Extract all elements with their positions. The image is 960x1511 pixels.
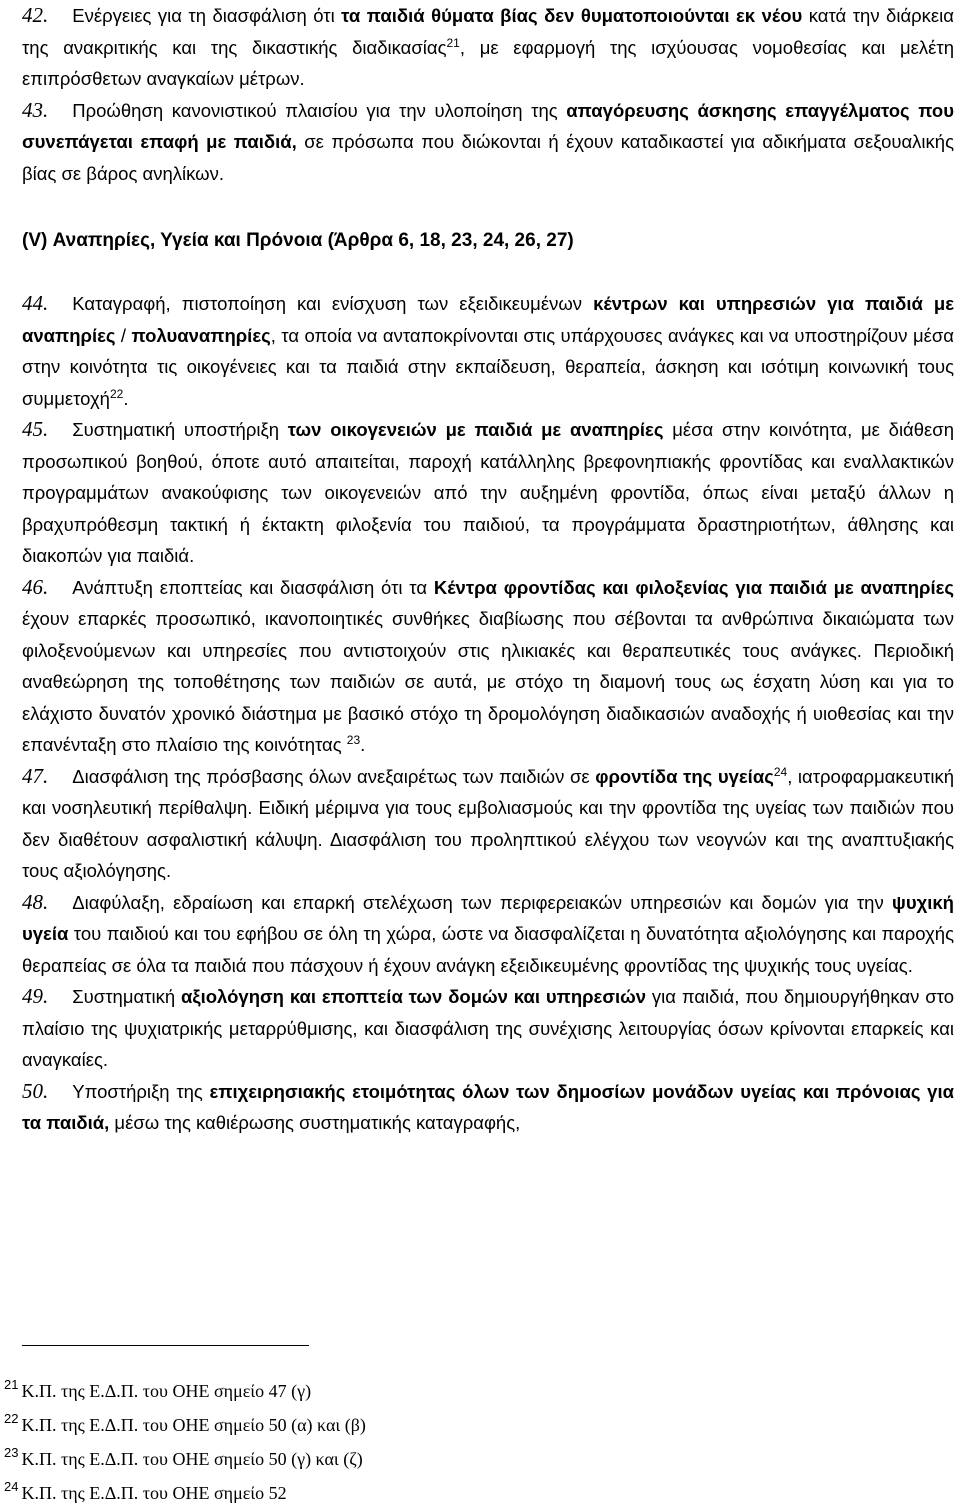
body-text: σε πρόσωπα που διώκονται ή έχουν καταδικαστεί για αδικήματα σεξουαλικής βίας σε βάρος ανηλίκων. bbox=[22, 131, 954, 184]
paragraph-number: 46. bbox=[22, 574, 49, 599]
body-text: , με εφαρμογή της ισχύουσας νομοθεσίας και μελέτη επιπρόσθετων αναγκαίων μέτρων. bbox=[22, 36, 954, 89]
emphasis-text: τα παιδιά θύματα βίας δεν θυματοποιούνται εκ νέου bbox=[341, 5, 803, 26]
emphasis-text: πολυαναπηρίες bbox=[131, 324, 271, 346]
body-text: έχουν επαρκές προσωπικό, ικανοποιητικές συνθήκες διαβίωσης που σέβονται τα ανθρώπινα δικαιώματα των φιλοξενούμενων και υπηρεσίες που αντιστοιχούν στις ηλικιακές και θεραπευτικές τους ανάγκες. Περιοδική αναθεώρηση της τοποθέτησης των παιδιών σε αυτά, με στόχο τη διαμονή τους ως έσχατη λύση και για το ελάχιστο δυνατόν χρονικό διάστημα με βασικό στόχο τη δρομολόγηση διαδικασιών αναδοχής ή υιοθεσίας και την επανένταξη στο πλαίσιο της κοινότητας bbox=[22, 608, 954, 755]
paragraph-45 bbox=[22, 414, 954, 572]
body-text: . bbox=[360, 734, 366, 755]
paragraph-48 bbox=[22, 887, 954, 982]
emphasis-text: ψυχική υγεία bbox=[22, 891, 954, 944]
footnote-ref: 22 bbox=[109, 386, 124, 401]
body-text: μέσα στην κοινότητα, με διάθεση προσωπικού βοηθού, όποτε αυτό απαιτείται, παροχή κατάλληλης βρεφονηπιακής φροντίδας και εναλλακτικών προγραμμάτων ανακούφισης των οικογενειών από την αυξημένη φροντίδα, όπως είναι μεταξύ άλλων η βραχυπρόθεσμη τακτική ή έκτακτη φιλοξενία του παιδιού, τα προγράμματα δραστηριοτήτων, άθλησης και διακοπών για παιδιά. bbox=[22, 419, 954, 566]
emphasis-text: κέντρων και υπηρεσιών για παιδιά με αναπηρίες bbox=[22, 293, 955, 346]
body-text: Διασφάλιση της πρόσβασης όλων ανεξαιρέτως των παιδιών σε bbox=[72, 765, 596, 787]
body-text: Συστηματική υποστήριξη bbox=[72, 419, 288, 440]
paragraph-50 bbox=[22, 1076, 954, 1139]
paragraph-number: 50. bbox=[22, 1078, 49, 1103]
paragraph-number: 42. bbox=[22, 3, 49, 27]
emphasis-text: φροντίδα της υγείας bbox=[595, 765, 774, 787]
footnote-23 bbox=[4, 1442, 366, 1476]
body-text: Ανάπτυξη εποπτείας και διασφάλιση ότι τα bbox=[72, 576, 434, 598]
footnote-ref: 24 bbox=[773, 764, 788, 779]
paragraph-number: 48. bbox=[22, 889, 49, 914]
paragraph-42 bbox=[22, 0, 954, 95]
emphasis-text: απαγόρευσης άσκησης επαγγέλματος που συνεπάγεται επαφή με παιδιά, bbox=[22, 99, 955, 152]
footnote-text: Κ.Π. της Ε.Δ.Π. του ΟΗΕ σημείο 52 bbox=[21, 1483, 287, 1503]
section-heading: (V) Αναπηρίες, Υγεία και Πρόνοια (Άρθρα 6, 18, 23, 24, 26, 27) bbox=[22, 230, 574, 251]
paragraph-number: 47. bbox=[22, 763, 49, 788]
paragraph-47 bbox=[22, 761, 954, 887]
body-text: μέσω της καθιέρωσης συστηματικής καταγραφής, bbox=[109, 1112, 521, 1133]
body-text: κατά την διάρκεια της ανακριτικής και της δικαστικής διαδικασίας bbox=[22, 5, 954, 58]
emphasis-text: επιχειρησιακής ετοιμότητας όλων των δημοσίων μονάδων υγείας και πρόνοιας για τα παιδιά, bbox=[22, 1080, 954, 1133]
paragraph-43 bbox=[22, 95, 954, 190]
footnote-number: 23 bbox=[4, 1445, 19, 1460]
emphasis-text: αξιολόγηση και εποπτεία των δομών και υπηρεσιών bbox=[181, 986, 647, 1007]
footnote-text: Κ.Π. της Ε.Δ.Π. του ΟΗΕ σημείο 50 (γ) και (ζ) bbox=[21, 1449, 363, 1469]
footnote-21 bbox=[4, 1374, 366, 1408]
footnote-number: 21 bbox=[4, 1377, 19, 1392]
paragraph-number: 49. bbox=[22, 984, 49, 1008]
footnote-number: 22 bbox=[4, 1411, 19, 1426]
paragraph-46 bbox=[22, 572, 954, 761]
body-text: για παιδιά, που δημιουργήθηκαν στο πλαίσιο της ψυχιατρικής μεταρρύθμισης, και διασφάλιση της συνέχισης λειτουργίας όσων κρίνονται επαρκείς και αναγκαίες. bbox=[22, 986, 954, 1070]
footnote-separator bbox=[22, 1345, 309, 1346]
body-text: Συστηματική bbox=[72, 986, 181, 1007]
footnote-number: 24 bbox=[4, 1479, 19, 1494]
paragraph-number: 45. bbox=[22, 417, 49, 441]
footnote-ref: 23 bbox=[346, 733, 361, 747]
paragraph-group-main bbox=[22, 288, 954, 1139]
body-text: Διαφύλαξη, εδραίωση και επαρκή στελέχωση των περιφερειακών υπηρεσιών και δομών για την bbox=[72, 891, 892, 913]
paragraph-number: 43. bbox=[22, 97, 49, 122]
footnote-22 bbox=[4, 1408, 366, 1442]
body-text: Καταγραφή, πιστοποίηση και ενίσχυση των εξειδικευμένων bbox=[72, 293, 594, 314]
body-text: Προώθηση κανονιστικού πλαισίου για την υλοποίηση της bbox=[72, 99, 567, 121]
footnotes bbox=[4, 1374, 366, 1510]
body-text: , τα οποία να ανταποκρίνονται στις υπάρχουσες ανάγκες και να υποστηρίζουν μέσα στην κοινότητα τις οικογένειες και τα παιδιά στην εκπαίδευση, θεραπεία, άσκηση και ισότιμη κοινωνική τους συμμετοχή bbox=[22, 324, 954, 409]
body-text: . bbox=[123, 387, 129, 409]
body-text: / bbox=[115, 324, 132, 346]
body-text: Ενέργειες για τη διασφάλιση ότι bbox=[72, 5, 342, 26]
paragraph-49 bbox=[22, 981, 954, 1076]
body-text: , ιατροφαρμακευτική και νοσηλευτική περίθαλψη. Ειδική μέριμνα για τους εμβολιασμούς και την φροντίδα της υγείας των παιδιών που δεν διαθέτουν ασφαλιστική κάλυψη. Διασφάλιση του προληπτικού ελέγχου των νεογνών και της αναπτυξιακής τους αξιολόγησης. bbox=[22, 765, 954, 881]
footnote-text: Κ.Π. της Ε.Δ.Π. του ΟΗΕ σημείο 50 (α) και (β) bbox=[21, 1415, 366, 1435]
emphasis-text: Κέντρα φροντίδας και φιλοξενίας για παιδιά με αναπηρίες bbox=[433, 576, 954, 598]
paragraph-group-top bbox=[22, 0, 954, 189]
emphasis-text: των οικογενειών με παιδιά με αναπηρίες bbox=[287, 419, 664, 440]
paragraph-number: 44. bbox=[22, 291, 49, 315]
footnote-24 bbox=[4, 1476, 366, 1510]
body-text: Υποστήριξη της bbox=[72, 1080, 210, 1102]
body-text: του παιδιού και του εφήβου σε όλη τη χώρα, ώστε να διασφαλίζεται η δυνατότητα αξιολόγησης και παροχής θεραπείας σε όλα τα παιδιά που πάσχουν ή έχουν ανάγκη εξειδικευμένης φροντίδας της ψυχικής τους υγείας. bbox=[22, 923, 954, 976]
footnote-text: Κ.Π. της Ε.Δ.Π. του ΟΗΕ σημείο 47 (γ) bbox=[21, 1381, 312, 1401]
footnote-ref: 21 bbox=[446, 35, 460, 50]
paragraph-44 bbox=[22, 288, 954, 414]
